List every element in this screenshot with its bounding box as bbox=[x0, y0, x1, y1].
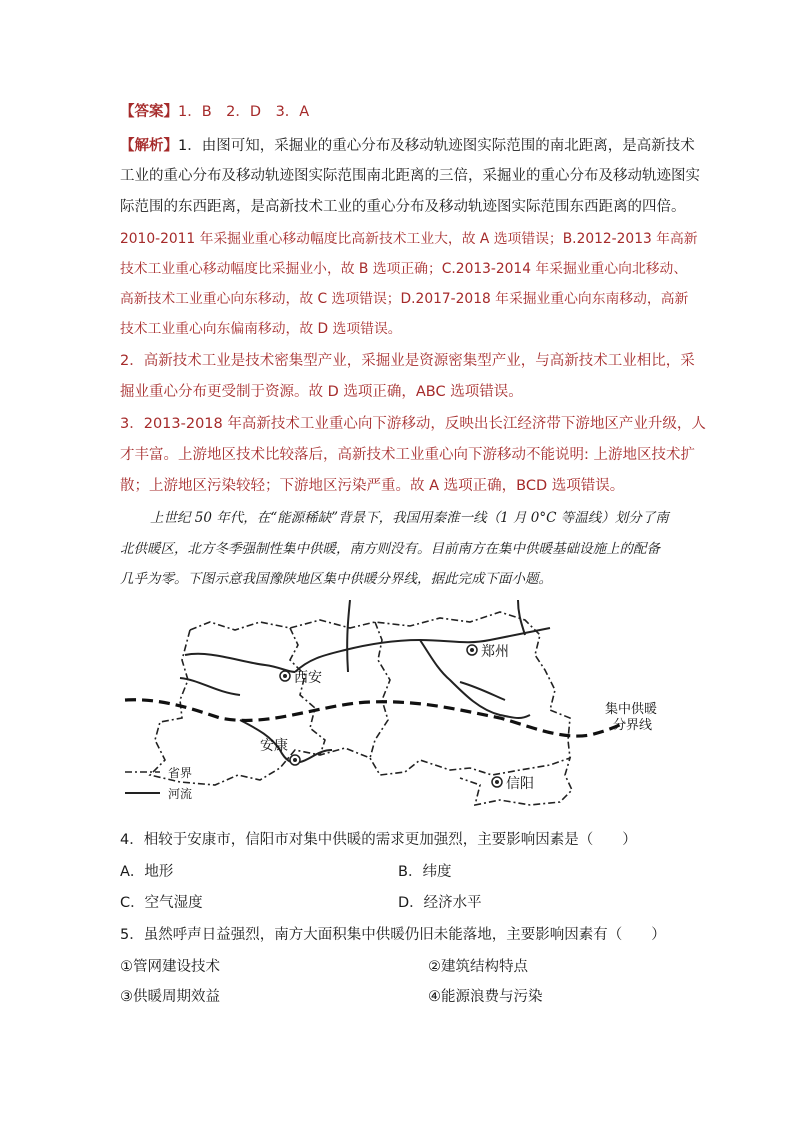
analysis-p2-line: 2．高新技术工业是技术密集型产业，采掘业是资源密集型产业，与高新技术工业相比，采 bbox=[120, 353, 695, 369]
analysis-p1-line: 工业的重心分布及移动轨迹图实际范围南北距离的三倍，采掘业的重心分布及移动轨迹图实 bbox=[120, 168, 700, 184]
q5-option-3[interactable]: ③供暖周期效益 bbox=[120, 989, 220, 1005]
boundary-label-line2: 分界线 bbox=[613, 718, 653, 733]
city-xian bbox=[280, 670, 322, 686]
analysis-p3-line: 3．2013-2018 年高新技术工业重心向下游移动，反映出长江经济带下游地区产业升级，人 bbox=[120, 416, 706, 432]
legend-province-label: 省界 bbox=[168, 766, 193, 780]
answer-label: 【答案】 bbox=[120, 104, 178, 120]
intro-line: 上世纪 50 年代，在“能源稀缺”背景下，我国用秦淮一线（1 月 0°C 等温线）划分了南 bbox=[150, 510, 669, 526]
answer-line bbox=[120, 102, 680, 122]
analysis-p1-line: 1．由图可知，采掘业的重心分布及移动轨迹图实际范围的南北距离，是高新技术 bbox=[178, 138, 695, 154]
city-label: 西安 bbox=[294, 670, 322, 686]
intro-line: 几乎为零。下图示意我国豫陕地区集中供暖分界线，据此完成下面小题。 bbox=[120, 571, 552, 587]
q5-stem: 5．虽然呼声日益强烈，南方大面积集中供暖仍旧未能落地，主要影响因素有（ ） bbox=[120, 927, 666, 943]
q5-option-1[interactable]: ①管网建设技术 bbox=[120, 959, 220, 975]
analysis-label: 【解析】 bbox=[120, 138, 178, 154]
q4-option-a[interactable]: A．地形 bbox=[120, 864, 174, 880]
analysis-line-1 bbox=[120, 136, 695, 156]
boundary-label-line1: 集中供暖 bbox=[605, 702, 658, 717]
intro-line: 北供暖区，北方冬季强制性集中供暖，南方则没有。目前南方在集中供暖基础设施上的配备 bbox=[120, 541, 660, 557]
q4-stem: 4．相较于安康市，信阳市对集中供暖的需求更加强烈，主要影响因素是（ ） bbox=[120, 832, 637, 848]
analysis-red-line: 技术工业重心移动幅度比采掘业小，故 B 选项正确；C.2013-2014 年采掘业重心向北移动、 bbox=[120, 261, 688, 277]
analysis-p3-line: 才丰富。上游地区技术比较落后，高新技术工业重心向下游移动不能说明: 上游地区技术扩 bbox=[120, 447, 695, 463]
analysis-red-line: 技术工业重心向东偏南移动，故 D 选项错误。 bbox=[120, 321, 402, 337]
city-zhengzhou bbox=[467, 643, 509, 660]
answer-text: 1．B 2．D 3．A bbox=[178, 104, 310, 120]
heating-boundary-map bbox=[120, 600, 680, 815]
q5-option-4[interactable]: ④能源浪费与污染 bbox=[428, 989, 543, 1005]
q4-option-c[interactable]: C．空气湿度 bbox=[120, 895, 203, 911]
analysis-p3-line: 散；上游地区污染较轻；下游地区污染严重。故 A 选项正确，BCD 选项错误。 bbox=[120, 478, 625, 494]
city-label: 信阳 bbox=[506, 776, 534, 792]
analysis-p2-line: 掘业重心分布更受制于资源。故 D 选项正确，ABC 选项错误。 bbox=[120, 384, 523, 400]
analysis-red-line: 高新技术工业重心向东移动，故 C 选项错误；D.2017-2018 年采掘业重心向东南移动，高新 bbox=[120, 291, 689, 307]
analysis-red-line: 2010-2011 年采掘业重心移动幅度比高新技术工业大，故 A 选项错误；B.2012-2013 年高新 bbox=[120, 231, 698, 247]
heating-boundary-line bbox=[125, 700, 625, 736]
q4-option-d[interactable]: D．经济水平 bbox=[398, 895, 482, 911]
q5-option-2[interactable]: ②建筑结构特点 bbox=[428, 959, 528, 975]
map-legend bbox=[125, 765, 192, 801]
city-xinyang bbox=[492, 776, 534, 792]
q4-option-b[interactable]: B．纬度 bbox=[398, 864, 452, 880]
legend-river-label: 河流 bbox=[168, 787, 193, 801]
analysis-p1-line: 际范围的东西距离，是高新技术工业的重心分布及移动轨迹图实际范围东西距离的四倍。 bbox=[120, 199, 686, 215]
city-label: 安康 bbox=[260, 738, 288, 754]
city-label: 郑州 bbox=[481, 644, 509, 660]
